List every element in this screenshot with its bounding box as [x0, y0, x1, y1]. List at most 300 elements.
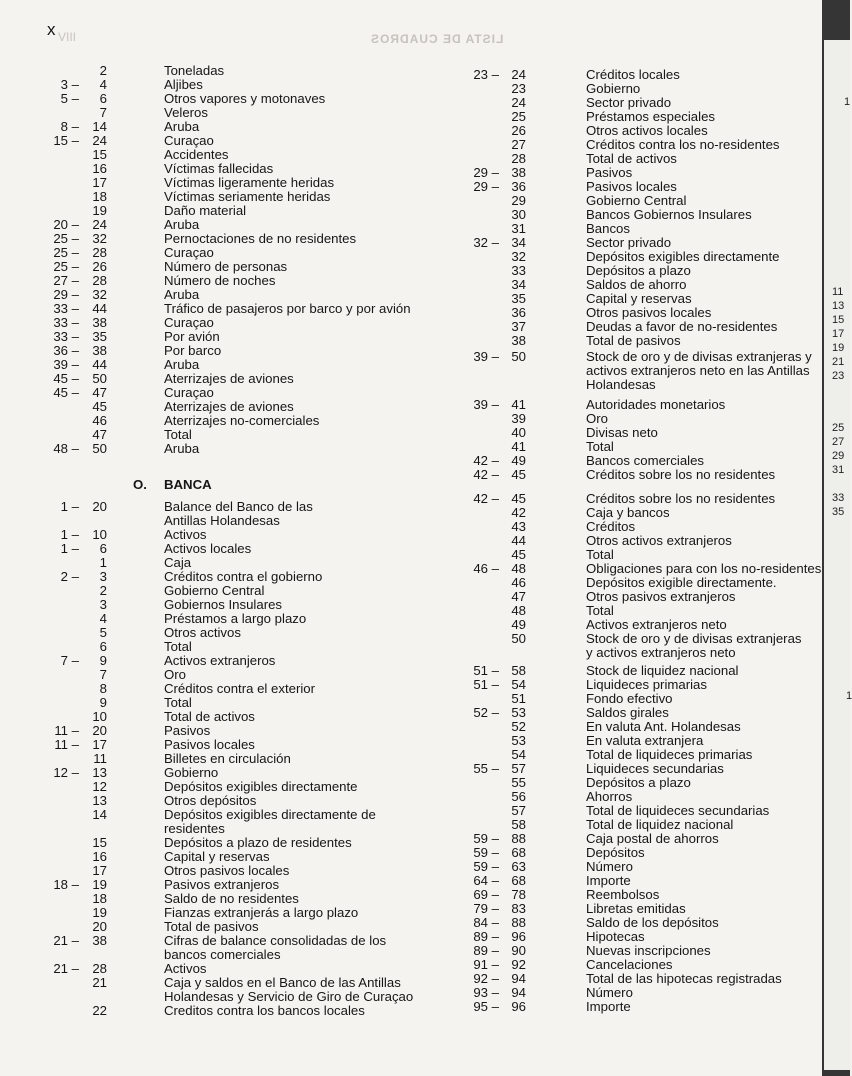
table-number: 41 — [511, 439, 526, 454]
entry-title: Créditos — [586, 519, 636, 534]
table-number: 3 — [99, 569, 107, 584]
range-start: 32 – — [473, 235, 499, 250]
entry-title: Número — [586, 859, 633, 874]
entry-title: Caja postal de ahorros — [586, 831, 719, 846]
table-number: 35 — [92, 329, 107, 344]
range-start: 29 – — [473, 165, 499, 180]
entry-title: Aruba — [164, 357, 200, 372]
table-number: 36 — [511, 305, 526, 320]
entry-title: Gobierno — [164, 765, 219, 780]
table-number: 13 — [92, 765, 107, 780]
facing-page-number: 15 — [832, 314, 845, 326]
facing-page-number: 1 — [844, 96, 851, 108]
range-start: 7 – — [60, 653, 79, 668]
entry-title: Cifras de balance consolidadas de los — [164, 933, 387, 948]
bleed-through-text: LISTA DE CUADROS — [370, 32, 504, 46]
table-number: 52 — [511, 719, 526, 734]
entry-title: Saldos girales — [586, 705, 669, 720]
range-start: 42 – — [473, 467, 499, 482]
table-number: 28 — [511, 151, 526, 166]
range-start: 45 – — [53, 371, 79, 386]
table-number: 8 — [99, 681, 107, 696]
table-number: 24 — [92, 217, 107, 232]
table-number: 32 — [92, 287, 107, 302]
table-number: 6 — [99, 91, 107, 106]
table-number: 46 — [511, 575, 526, 590]
table-number: 44 — [511, 533, 526, 548]
entry-title: Liquideces primarias — [586, 677, 707, 692]
table-number: 38 — [92, 933, 107, 948]
range-start: 55 – — [473, 761, 499, 776]
range-start: 46 – — [473, 561, 499, 576]
entry-title: Pasivos locales — [586, 179, 677, 194]
entry-title: Creditos contra los bancos locales — [164, 1003, 365, 1018]
entry-title: Total de activos — [586, 151, 677, 166]
entry-title: Aterrizajes no-comerciales — [164, 413, 320, 428]
entry-title: Gobierno — [586, 81, 641, 96]
entry-title: Pasivos extranjeros — [164, 877, 280, 892]
entry-title: Accidentes — [164, 147, 229, 162]
entry-title: Otros depósitos — [164, 793, 257, 808]
table-number: 58 — [511, 663, 526, 678]
range-start: 42 – — [473, 491, 499, 506]
entry-title: Gobierno Central — [164, 583, 265, 598]
table-number: 43 — [511, 519, 526, 534]
table-number: 3 — [99, 597, 107, 612]
entry-title: Total — [586, 547, 614, 562]
table-number: 2 — [99, 583, 107, 598]
facing-page-number: 33 — [832, 492, 845, 504]
entry-title: Pasivos — [586, 165, 633, 180]
entry-title: Bancos comerciales — [586, 453, 705, 468]
range-start: 18 – — [53, 877, 79, 892]
range-start: 36 – — [53, 343, 79, 358]
range-start: 12 – — [53, 765, 79, 780]
range-start: 89 – — [473, 943, 499, 958]
table-number: 2 — [99, 63, 107, 78]
entry-title: Curaçao — [164, 385, 214, 400]
entry-title: activos extranjeros neto en las Antillas — [586, 363, 810, 378]
entry-title: Capital y reservas — [164, 849, 270, 864]
facing-page-number: 11 — [832, 286, 844, 298]
page-number: x — [47, 20, 56, 39]
table-number: 24 — [511, 95, 526, 110]
entry-title: Obligaciones para con los no-residentes — [586, 561, 822, 576]
table-number: 47 — [92, 385, 107, 400]
table-number: 40 — [511, 425, 526, 440]
entry-title: Depósitos a plazo — [586, 775, 691, 790]
range-start: 8 – — [60, 119, 79, 134]
entry-title: Víctimas ligeramente heridas — [164, 175, 335, 190]
table-number: 31 — [511, 221, 526, 236]
range-start: 1 – — [60, 527, 79, 542]
table-number: 35 — [511, 291, 526, 306]
entry-title: Total de liquideces primarias — [586, 747, 753, 762]
table-number: 17 — [92, 863, 107, 878]
table-number: 45 — [511, 491, 526, 506]
entry-title: Activos extranjeros neto — [586, 617, 727, 632]
table-number: 29 — [511, 193, 526, 208]
entry-title: Reembolsos — [586, 887, 660, 902]
entry-title: Libretas emitidas — [586, 901, 686, 916]
entry-title: Préstamos a largo plazo — [164, 611, 307, 626]
table-number: 10 — [92, 527, 107, 542]
entry-title: Número — [586, 985, 633, 1000]
entry-title: Pasivos locales — [164, 737, 255, 752]
table-number: 78 — [511, 887, 526, 902]
entry-title: Caja y saldos en el Banco de las Antillas — [164, 975, 401, 990]
entry-title: Total de las hipotecas registradas — [586, 971, 782, 986]
table-number: 15 — [92, 835, 107, 850]
entry-title: Balance del Banco de las — [164, 499, 313, 514]
table-number: 10 — [92, 709, 107, 724]
table-number: 46 — [92, 413, 107, 428]
table-number: 21 — [92, 975, 107, 990]
table-number: 4 — [99, 611, 107, 626]
entry-title: residentes — [164, 821, 225, 836]
section-title-banca: BANCA — [164, 477, 212, 492]
table-number: 5 — [99, 625, 107, 640]
entry-title: Depósitos exigible directamente. — [586, 575, 777, 590]
entry-title: Total — [164, 639, 192, 654]
entry-title: Aruba — [164, 119, 200, 134]
range-start: 33 – — [53, 315, 79, 330]
table-number: 28 — [92, 961, 107, 976]
table-number: 44 — [92, 357, 107, 372]
entry-title: Aruba — [164, 441, 200, 456]
facing-page-number: 13 — [832, 300, 845, 312]
table-number: 18 — [92, 189, 107, 204]
table-number: 17 — [92, 175, 107, 190]
table-number: 50 — [511, 349, 526, 364]
entry-title: Oro — [164, 667, 186, 682]
entry-title: Autoridades monetarios — [586, 397, 726, 412]
table-number: 47 — [92, 427, 107, 442]
entry-title: Por avión — [164, 329, 220, 344]
table-number: 92 — [511, 957, 526, 972]
table-number: 63 — [511, 859, 526, 874]
entry-title: Créditos locales — [586, 67, 680, 82]
entry-title: Toneladas — [164, 63, 225, 78]
table-number: 28 — [92, 245, 107, 260]
range-start: 59 – — [473, 859, 499, 874]
range-start: 51 – — [473, 677, 499, 692]
table-number: 17 — [92, 737, 107, 752]
table-number: 27 — [511, 137, 526, 152]
entry-title: Depósitos a plazo — [586, 263, 691, 278]
table-number: 38 — [92, 315, 107, 330]
table-number: 9 — [99, 695, 107, 710]
entry-title: y activos extranjeros neto — [586, 645, 736, 660]
range-start: 39 – — [473, 397, 499, 412]
entry-title: Total de liquidez nacional — [586, 817, 734, 832]
table-number: 6 — [99, 541, 107, 556]
entry-title: Saldo de los depósitos — [586, 915, 719, 930]
facing-page-number: 21 — [832, 356, 845, 368]
entry-title: Otros activos — [164, 625, 241, 640]
table-number: 20 — [92, 723, 107, 738]
table-number: 53 — [511, 733, 526, 748]
table-number: 41 — [511, 397, 526, 412]
table-number: 47 — [511, 589, 526, 604]
table-number: 7 — [99, 667, 107, 682]
next-page-edge — [824, 40, 850, 1070]
entry-title: Número de personas — [164, 259, 288, 274]
entry-title: Víctimas seriamente heridas — [164, 189, 331, 204]
range-start: 25 – — [53, 231, 79, 246]
table-number: 48 — [511, 603, 526, 618]
table-number: 32 — [92, 231, 107, 246]
table-number: 57 — [511, 803, 526, 818]
table-number: 38 — [511, 333, 526, 348]
entry-title: Liquideces secundarias — [586, 761, 724, 776]
range-start: 69 – — [473, 887, 499, 902]
table-number: 50 — [92, 371, 107, 386]
range-start: 64 – — [473, 873, 499, 888]
entry-title: Otros pasivos locales — [164, 863, 290, 878]
entry-title: Capital y reservas — [586, 291, 692, 306]
entry-title: Otros pasivos locales — [586, 305, 712, 320]
range-start: 33 – — [53, 301, 79, 316]
table-number: 36 — [511, 179, 526, 194]
entry-title: En valuta Ant. Holandesas — [586, 719, 741, 734]
table-number: 48 — [511, 561, 526, 576]
table-number: 15 — [92, 147, 107, 162]
range-start: 3 – — [60, 77, 79, 92]
entry-title: Activos — [164, 961, 207, 976]
table-number: 32 — [511, 249, 526, 264]
table-number: 88 — [511, 831, 526, 846]
table-number: 96 — [511, 929, 526, 944]
entry-title: Oro — [586, 411, 608, 426]
range-start: 91 – — [473, 957, 499, 972]
bleed-through-text: VIII — [58, 30, 77, 44]
entry-title: Total — [586, 603, 614, 618]
entry-title: Depósitos exigibles directamente de — [164, 807, 376, 822]
entry-title: Activos extranjeros — [164, 653, 276, 668]
table-number: 45 — [92, 399, 107, 414]
range-start: 51 – — [473, 663, 499, 678]
entry-title: Saldos de ahorro — [586, 277, 687, 292]
table-number: 42 — [511, 505, 526, 520]
entry-title: Sector privado — [586, 235, 672, 250]
entry-title: Créditos contra el gobierno — [164, 569, 323, 584]
entry-title: Depósitos exigibles directamente — [164, 779, 358, 794]
entry-title: Antillas Holandesas — [164, 513, 280, 528]
range-start: 21 – — [53, 933, 79, 948]
table-number: 23 — [511, 81, 526, 96]
range-start: 2 – — [60, 569, 79, 584]
range-start: 59 – — [473, 845, 499, 860]
entry-title: Total de pasivos — [586, 333, 681, 348]
range-start: 59 – — [473, 831, 499, 846]
entry-title: Créditos sobre los no residentes — [586, 467, 776, 482]
entry-title: Veleros — [164, 105, 208, 120]
entry-title: Total — [164, 695, 192, 710]
table-number: 24 — [511, 67, 526, 82]
section-heading-banca: O. — [133, 477, 147, 492]
table-number: 33 — [511, 263, 526, 278]
entry-title: Fondo efectivo — [586, 691, 673, 706]
table-number: 20 — [92, 919, 107, 934]
entry-title: Bancos — [586, 221, 630, 236]
range-start: 39 – — [473, 349, 499, 364]
entry-title: Otros activos locales — [586, 123, 708, 138]
entry-title: Curaçao — [164, 315, 214, 330]
table-number: 94 — [511, 971, 526, 986]
range-start: 84 – — [473, 915, 499, 930]
table-number: 51 — [511, 691, 526, 706]
table-number: 45 — [511, 467, 526, 482]
table-number: 14 — [92, 807, 107, 822]
entry-title: Ahorros — [586, 789, 633, 804]
range-start: 33 – — [53, 329, 79, 344]
table-number: 88 — [511, 915, 526, 930]
table-number: 37 — [511, 319, 526, 334]
table-number: 1 — [99, 555, 107, 570]
table-number: 22 — [92, 1003, 107, 1018]
table-number: 50 — [92, 441, 107, 456]
range-start: 92 – — [473, 971, 499, 986]
range-start: 11 – — [54, 737, 79, 752]
table-number: 19 — [92, 905, 107, 920]
range-start: 52 – — [473, 705, 499, 720]
table-number: 4 — [99, 77, 107, 92]
entry-title: Otros activos extranjeros — [586, 533, 732, 548]
entry-title: Número de noches — [164, 273, 276, 288]
table-number: 26 — [511, 123, 526, 138]
table-number: 56 — [511, 789, 526, 804]
range-start: 27 – — [53, 273, 79, 288]
table-number: 20 — [92, 499, 107, 514]
entry-title: Curaçao — [164, 133, 214, 148]
entry-title: Depósitos exigibles directamente — [586, 249, 780, 264]
entry-title: Otros pasivos extranjeros — [586, 589, 736, 604]
entry-title: Holandesas — [586, 377, 656, 392]
entry-title: Total de liquideces secundarias — [586, 803, 770, 818]
entry-title: Por barco — [164, 343, 222, 358]
entry-title: Tráfico de pasajeros por barco y por avión — [164, 301, 411, 316]
entry-title: Stock de oro y de divisas extranjeras y — [586, 349, 812, 364]
entry-title: Billetes en circulación — [164, 751, 291, 766]
range-start: 1 – — [60, 499, 79, 514]
range-start: 15 – — [53, 133, 79, 148]
entry-title: Aljibes — [164, 77, 203, 92]
facing-page-number: 23 — [832, 370, 845, 382]
range-start: 29 – — [53, 287, 79, 302]
range-start: 23 – — [473, 67, 499, 82]
table-number: 58 — [511, 817, 526, 832]
table-number: 26 — [92, 259, 107, 274]
table-number: 54 — [511, 677, 526, 692]
entry-title: Activos — [164, 527, 207, 542]
facing-page-number: 1 — [846, 690, 852, 702]
facing-page-number: 29 — [832, 450, 845, 462]
table-number: 30 — [511, 207, 526, 222]
entry-title: Fianzas extranjerás a largo plazo — [164, 905, 359, 920]
facing-page-number: 25 — [832, 422, 845, 434]
facing-page-number: 17 — [832, 328, 845, 340]
entry-title: Total de activos — [164, 709, 255, 724]
entry-title: Curaçao — [164, 245, 214, 260]
table-number: 90 — [511, 943, 526, 958]
range-start: 21 – — [53, 961, 79, 976]
facing-page-number: 19 — [832, 342, 845, 354]
entry-title: Aterrizajes de aviones — [164, 371, 294, 386]
table-number: 68 — [511, 873, 526, 888]
table-number: 55 — [511, 775, 526, 790]
table-number: 83 — [511, 901, 526, 916]
table-number: 7 — [99, 105, 107, 120]
entry-title: Créditos contra los no-residentes — [586, 137, 780, 152]
entry-title: Aruba — [164, 217, 200, 232]
entry-title: Víctimas fallecidas — [164, 161, 274, 176]
entry-title: Total de pasivos — [164, 919, 259, 934]
entry-title: Total — [586, 439, 614, 454]
table-number: 16 — [92, 849, 107, 864]
range-start: 1 – — [60, 541, 79, 556]
entry-title: Pernoctaciones de no residentes — [164, 231, 357, 246]
entry-title: Deudas a favor de no-residentes — [586, 319, 778, 334]
table-number: 13 — [92, 793, 107, 808]
table-number: 68 — [511, 845, 526, 860]
entry-title: bancos comerciales — [164, 947, 281, 962]
table-number: 25 — [511, 109, 526, 124]
range-start: 89 – — [473, 929, 499, 944]
entry-title: Stock de liquidez nacional — [586, 663, 739, 678]
table-number: 39 — [511, 411, 526, 426]
entry-title: Hipotecas — [586, 929, 645, 944]
table-number: 19 — [92, 203, 107, 218]
entry-title: Créditos sobre los no residentes — [586, 491, 776, 506]
range-start: 11 – — [54, 723, 79, 738]
entry-title: Aterrizajes de aviones — [164, 399, 294, 414]
entry-title: Caja y bancos — [586, 505, 670, 520]
entry-title: Gobierno Central — [586, 193, 687, 208]
entry-title: Holandesas y Servicio de Giro de Curaçao — [164, 989, 414, 1004]
table-number: 45 — [511, 547, 526, 562]
table-number: 24 — [92, 133, 107, 148]
table-number: 38 — [92, 343, 107, 358]
table-number: 28 — [92, 273, 107, 288]
facing-page-number: 27 — [832, 436, 845, 448]
table-number: 57 — [511, 761, 526, 776]
range-start: 95 – — [473, 999, 499, 1014]
entry-title: Gobiernos Insulares — [164, 597, 283, 612]
range-start: 20 – — [53, 217, 79, 232]
entry-title: En valuta extranjera — [586, 733, 704, 748]
entry-title: Daño material — [164, 203, 247, 218]
entry-title: Aruba — [164, 287, 200, 302]
range-start: 25 – — [53, 245, 79, 260]
range-start: 93 – — [473, 985, 499, 1000]
entry-title: Cancelaciones — [586, 957, 673, 972]
entry-title: Caja — [164, 555, 192, 570]
range-start: 48 – — [53, 441, 79, 456]
entry-title: Préstamos especiales — [586, 109, 716, 124]
range-start: 5 – — [60, 91, 79, 106]
range-start: 45 – — [53, 385, 79, 400]
table-number: 44 — [92, 301, 107, 316]
range-start: 29 – — [473, 179, 499, 194]
range-start: 42 – — [473, 453, 499, 468]
table-number: 38 — [511, 165, 526, 180]
table-number: 9 — [99, 653, 107, 668]
facing-page-number: 31 — [832, 464, 845, 476]
table-number: 96 — [511, 999, 526, 1014]
table-number: 53 — [511, 705, 526, 720]
table-number: 6 — [99, 639, 107, 654]
